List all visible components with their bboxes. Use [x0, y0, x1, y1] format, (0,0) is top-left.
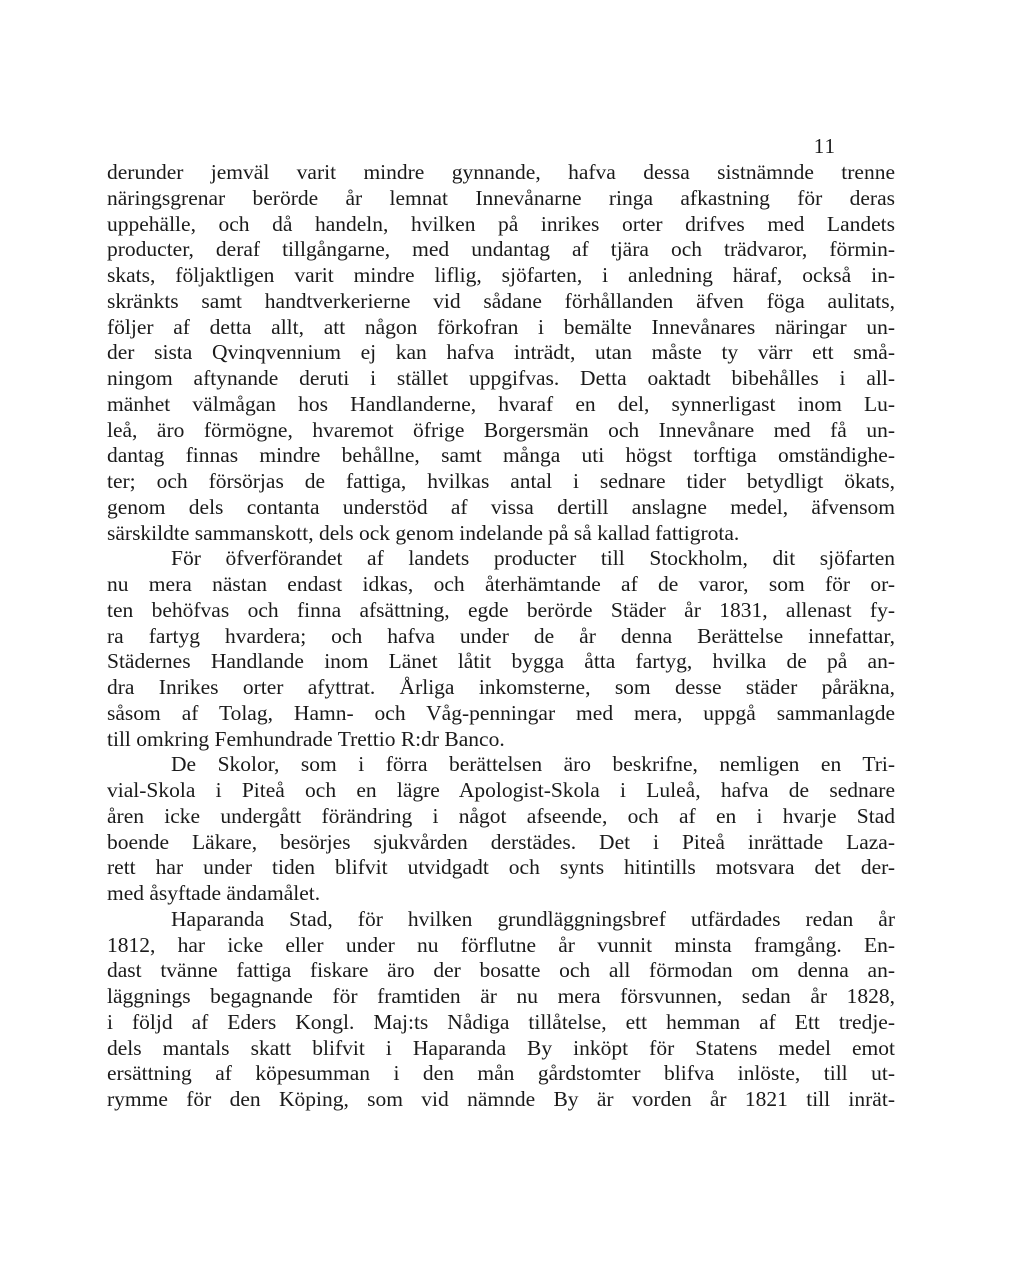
- text-line: följer af detta allt, att någon förkofran i bemälte Innevånares näringar un-: [107, 314, 895, 339]
- text-line: till omkring Femhundrade Trettio R:dr Banco.: [107, 726, 505, 751]
- text-line: särskildte sammanskott, dels ock genom indelande på så kallad fattigrota.: [107, 520, 740, 545]
- text-line: ra fartyg hvardera; och hafva under de år denna Berättelse innefattar,: [107, 623, 895, 648]
- text-line: såsom af Tolag, Hamn- och Våg-penningar med mera, uppgå sammanlagde: [107, 700, 895, 725]
- text-line: ningom aftynande deruti i stället uppgifvas. Detta oaktadt bibehålles i all-: [107, 366, 895, 390]
- text-line: mänhet välmågan hos Handlanderne, hvaraf en del, synnerligast inom Lu-: [107, 391, 895, 416]
- text-line: i följd af Eders Kongl. Maj:ts Nådiga tillåtelse, ett hemman af Ett tredje-: [107, 1009, 895, 1034]
- text-line: ten behöfvas och finna afsättning, egde berörde Städer år 1831, allenast fy-: [107, 597, 895, 622]
- text-line: rett har under tiden blifvit utvidgadt och synts hitintills motsvara det der-: [107, 855, 895, 880]
- text-line: derunder jemväl varit mindre gynnande, hafva dessa sistnämnde trenne: [107, 160, 895, 184]
- text-line: uppehälle, och då handeln, hvilken på inrikes orter drifves med Landets: [107, 211, 895, 236]
- text-line: 1812, har icke eller under nu förflutne år vunnit minsta framgång. En-: [107, 932, 895, 957]
- text-line: dantag finnas mindre behållne, samt många uti högst torftiga omständighe-: [107, 443, 895, 468]
- body-text: [107, 160, 895, 1113]
- text-line: med åsyftade ändamålet.: [107, 881, 321, 905]
- text-line: skats, följaktligen varit mindre liflig, sjöfarten, i anledning häraf, också in-: [107, 263, 895, 287]
- text-line: nu mera nästan endast idkas, och återhämtande af de varor, som för or-: [107, 572, 895, 596]
- text-line: För öfverförandet af landets producter till Stockholm, dit sjöfarten: [171, 546, 895, 571]
- text-line: dast tvänne fattiga fiskare äro der bosatte och all förmodan om denna an-: [107, 958, 895, 983]
- text-line: ersättning af köpesumman i den mån gårdstomter blifva inlöste, till ut-: [107, 1061, 895, 1086]
- text-line: De Skolor, som i förra berättelsen äro beskrifne, nemligen en Tri-: [171, 752, 895, 777]
- text-line: dra Inrikes orter afyttrat. Årliga inkomsterne, som desse städer påräkna,: [107, 675, 895, 699]
- text-line: leå, äro förmögne, hvaremot öfrige Borgersmän och Innevånare med få un-: [107, 417, 895, 442]
- text-line: näringsgrenar berörde år lemnat Innevånarne ringa afkastning för deras: [107, 185, 895, 210]
- text-line: åren icke undergått förändring i något afseende, och af en i hvarje Stad: [107, 803, 895, 828]
- page-number: 11: [813, 134, 836, 158]
- text-line: der sista Qvinqvennium ej kan hafva inträdt, utan måste ty värr ett små-: [107, 340, 895, 365]
- text-line: skränkts samt handtverkerierne vid sådane förhållanden äfven föga aulitats,: [107, 288, 895, 313]
- text-line: dels mantals skatt blifvit i Haparanda By inköpt för Statens medel emot: [107, 1035, 895, 1060]
- text-line: ter; och försörjas de fattiga, hvilkas antal i sednare tider betydligt ökats,: [107, 469, 895, 493]
- text-line: Städernes Handlande inom Länet låtit bygga åtta fartyg, hvilka de på an-: [107, 649, 895, 674]
- text-line: vial-Skola i Piteå och en lägre Apologist-Skola i Luleå, hafva de sednare: [107, 778, 895, 802]
- text-line: Haparanda Stad, för hvilken grundläggningsbref utfärdades redan år: [171, 906, 895, 931]
- text-line: läggnings begagnande för framtiden är nu mera försvunnen, sedan år 1828,: [107, 984, 895, 1008]
- text-line: genom dels contanta understöd af vissa dertill anslagne medel, äfvensom: [107, 494, 895, 519]
- text-line: producter, deraf tillgångarne, med undantag af tjära och trädvaror, förmin-: [107, 237, 895, 262]
- text-line: rymme för den Köping, som vid nämnde By är vorden år 1821 till inrät-: [107, 1087, 895, 1111]
- text-line: boende Läkare, besörjes sjukvården derstädes. Det i Piteå inrättade Laza-: [107, 829, 895, 854]
